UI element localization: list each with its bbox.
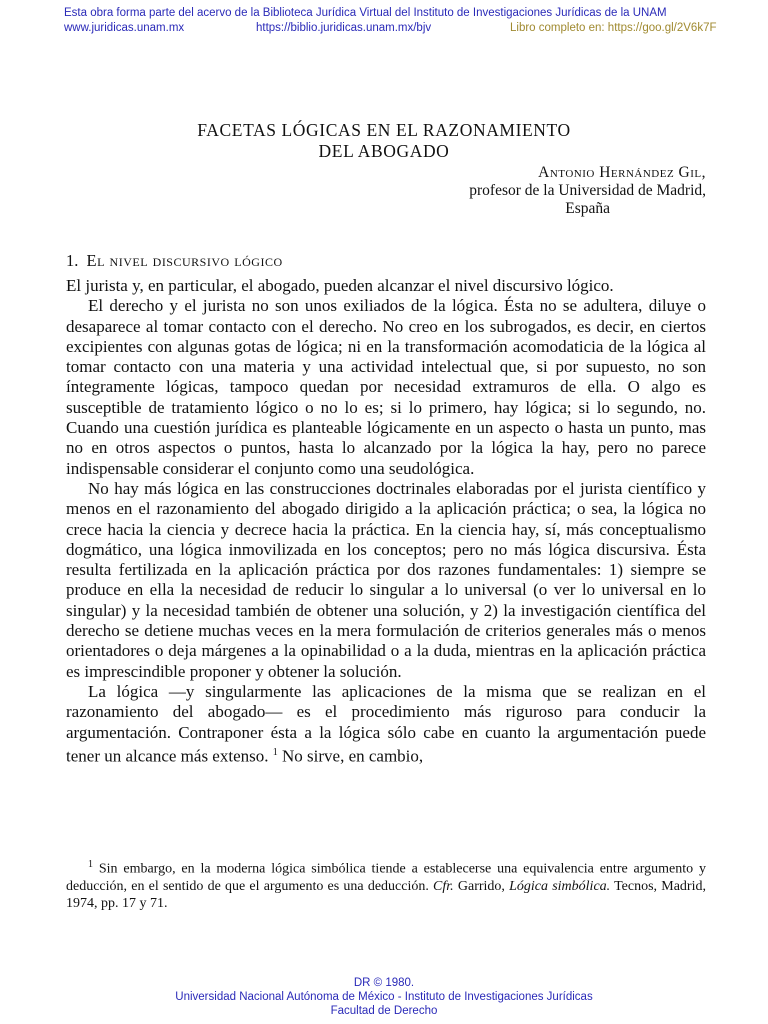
copyright-footer bbox=[0, 976, 768, 1018]
section-title: El nivel discursivo lógico bbox=[86, 251, 283, 270]
footnote-publication: Tecnos, Madrid, 1974, pp. 17 y 71. bbox=[66, 878, 706, 911]
institution-line: Universidad Nacional Autónoma de México - Instituto de Investigaciones Jurídicas bbox=[175, 991, 593, 1003]
section-heading bbox=[66, 251, 283, 271]
paragraph-2: El derecho y el jurista no son unos exiliados de la lógica. Ésta no se adultera, diluye o desaparece al tomar contacto con el derecho. No creo en los subrogados, es decir, en ciertos excipientes con algunas gotas de lógica; ni en la transformación acomodaticia de la lógica al tomar contacto con una materia y una actividad intelectual que, si por supuesto, no son íntegramente lógicas, tampoco quedan por necesidad extramuros de ella. O algo es susceptible de tratamiento lógico o no lo es; si lo primero, hay lógica; si lo segundo, no. Cuando una cuestión jurídica es planteable lógicamente en un aspecto o hasta un punto, mas no en otros aspectos o puntos, hasta lo alcanzado por la lógica la hay, pero no parece indispensable considerar el conjunto como una seudológica. bbox=[66, 296, 706, 478]
paragraph-1: El jurista y, en particular, el abogado, pueden alcanzar el nivel discursivo lógico. bbox=[66, 276, 614, 295]
footnote-text: Sin embargo, en la moderna lógica simbólica tiende a establecerse una equivalencia entre argumento y deducción, en el sentido de que el argumento es una deducción. bbox=[66, 861, 706, 894]
author-block bbox=[469, 164, 706, 218]
author-affiliation: profesor de la Universidad de Madrid, bbox=[469, 182, 706, 199]
faculty-line: Facultad de Derecho bbox=[330, 1005, 438, 1017]
paragraph-4-text: La lógica —y singularmente las aplicaciones de la misma que se realizan en el razonamiento del abogado— es el procedimiento más riguroso para conducir la argumentación. Contraponer ésta a la lógica sólo cabe en cuanto la argumentación puede tener un alcance más extenso. bbox=[66, 681, 706, 766]
article-title-line-1: FACETAS LÓGICAS EN EL RAZONAMIENTO bbox=[197, 120, 571, 140]
footnote bbox=[66, 856, 706, 912]
repository-header bbox=[64, 6, 744, 36]
repository-notice: Esta obra forma parte del acervo de la Biblioteca Jurídica Virtual del Instituto de Investigaciones Jurídicas de la UNAM bbox=[64, 7, 667, 19]
library-link[interactable]: https://biblio.juridicas.unam.mx/bjv bbox=[256, 22, 432, 34]
full-book-link[interactable]: Libro completo en: https://goo.gl/2V6k7F bbox=[510, 22, 717, 34]
section-number: 1. bbox=[66, 251, 79, 270]
author-country: España bbox=[565, 200, 610, 217]
footnote-reference[interactable]: 1 bbox=[272, 746, 278, 758]
paragraph-4-continuation: No sirve, en cambio, bbox=[277, 746, 424, 766]
footnote-cfr: Cfr. bbox=[433, 878, 454, 894]
footnote-author: Garrido, bbox=[453, 878, 510, 894]
paragraph-4 bbox=[66, 682, 706, 767]
paragraph-3: No hay más lógica en las construcciones doctrinales elaboradas por el jurista científico y menos en el razonamiento del abogado dirigido a la aplicación práctica; o sea, la lógica no crece hacia la ciencia y decrece hacia la práctica. En la ciencia hay, sí, más conceptualismo dogmático, una lógica inmovilizada en los conceptos; pero no más lógica discursiva. Ésta resulta fertilizada en la aplicación práctica por dos razones fundamentales: 1) siempre se produce en ella la necesidad de reducir lo singular a lo universal (o ver lo universal en lo singular) y la necesidad también de obtener una solución, y 2) la investigación científica del derecho se detiene muchas veces en la mera formulación de criterios generales más o menos orientadores o deja márgenes a la opinabilidad o a la duda, mientras en la aplicación práctica es imprescindible proponer y obtener la solución. bbox=[66, 478, 706, 681]
copyright-line: DR © 1980. bbox=[353, 977, 415, 989]
body-text bbox=[66, 276, 706, 767]
footnote-mark: 1 bbox=[88, 859, 93, 870]
footnote-work-title: Lógica simbólica. bbox=[509, 878, 611, 894]
author-name: Antonio Hernández Gil, bbox=[538, 164, 706, 181]
site-link[interactable]: www.juridicas.unam.mx bbox=[64, 22, 185, 34]
article-title-line-2: DEL ABOGADO bbox=[318, 141, 450, 161]
